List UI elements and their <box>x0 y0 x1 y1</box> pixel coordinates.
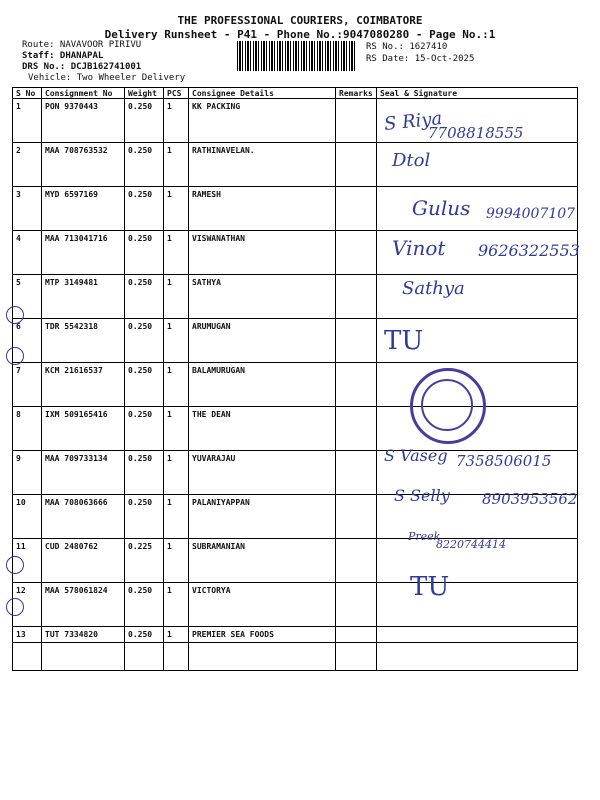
vehicle-text: Vehicle: Two Wheeler Delivery <box>28 73 186 83</box>
cell-pcs: 1 <box>164 187 189 231</box>
seal-stamp <box>410 368 486 444</box>
cell-consignment: CUD 2480762 <box>42 539 125 583</box>
cell-pcs: 1 <box>164 495 189 539</box>
cell-consignment: IXM 509165416 <box>42 407 125 451</box>
cell-pcs: 1 <box>164 319 189 363</box>
table-row <box>13 627 578 671</box>
cell-remarks <box>336 231 377 275</box>
table-row <box>13 583 578 627</box>
col-sno: S No <box>13 88 42 99</box>
table-row <box>13 363 578 407</box>
cell-consignment: TUT 7334820 <box>42 627 125 671</box>
col-remarks: Remarks <box>336 88 377 99</box>
signature-3: Gulus <box>412 196 471 220</box>
cell-pcs: 1 <box>164 539 189 583</box>
cell-weight: 0.225 <box>125 539 164 583</box>
cell-sno: 7 <box>13 363 42 407</box>
cell-sno: 11 <box>13 539 42 583</box>
cell-consignment: KCM 21616537 <box>42 363 125 407</box>
cell-weight: 0.250 <box>125 319 164 363</box>
cell-sno: 8 <box>13 407 42 451</box>
cell-consignment: MAA 708763532 <box>42 143 125 187</box>
cell-weight: 0.250 <box>125 143 164 187</box>
cell-remarks <box>336 275 377 319</box>
cell-sno: 3 <box>13 187 42 231</box>
table-row <box>13 407 578 451</box>
runsheet-subtitle: Delivery Runsheet - P41 - Phone No.:9047080280 - Page No.:1 <box>104 28 496 41</box>
runsheet-table <box>12 87 578 671</box>
rs-date: RS Date: 15-Oct-2025 <box>366 54 475 64</box>
drs-text: DRS No.: DCJB162741001 <box>22 62 142 72</box>
cell-sno: 4 <box>13 231 42 275</box>
cell-remarks <box>336 495 377 539</box>
cell-pcs: 1 <box>164 143 189 187</box>
cell-pcs: 1 <box>164 231 189 275</box>
cell-pcs: 1 <box>164 583 189 627</box>
circle-mark-13 <box>6 598 24 616</box>
cell-consignee: VICTORYA <box>189 583 336 627</box>
cell-signature <box>377 583 578 627</box>
company-title: THE PROFESSIONAL COURIERS, COIMBATORE <box>177 14 423 27</box>
cell-weight: 0.250 <box>125 275 164 319</box>
rs-number: RS No.: 1627410 <box>366 42 448 52</box>
route-text: Route: NAVAVOOR PIRIVU <box>22 40 142 50</box>
signature-10: S Selly <box>394 486 450 505</box>
cell-sno: 10 <box>13 495 42 539</box>
cell-sno: 2 <box>13 143 42 187</box>
cell-remarks <box>336 451 377 495</box>
signature-6: TU <box>384 326 424 356</box>
phone-4: 9626322553 <box>478 241 580 260</box>
cell-sno: 13 <box>13 627 42 671</box>
cell-consignee: SATHYA <box>189 275 336 319</box>
cell-consignment: MAA 578061824 <box>42 583 125 627</box>
phone-3: 9994007107 <box>486 206 576 222</box>
cell-signature <box>377 627 578 671</box>
cell-remarks <box>336 319 377 363</box>
barcode <box>237 41 355 71</box>
signature-2: Dtol <box>392 150 431 171</box>
cell-consignment: MAA 708063666 <box>42 495 125 539</box>
cell-remarks <box>336 583 377 627</box>
table-row <box>13 319 578 363</box>
cell-sno: 9 <box>13 451 42 495</box>
cell-consignee: VISWANATHAN <box>189 231 336 275</box>
cell-consignment: MAA 713041716 <box>42 231 125 275</box>
cell-weight: 0.250 <box>125 187 164 231</box>
cell-consignee: KK PACKING <box>189 99 336 143</box>
cell-weight: 0.250 <box>125 363 164 407</box>
signature-1: S Riya <box>383 108 444 135</box>
circle-mark-7 <box>6 347 24 365</box>
cell-weight: 0.250 <box>125 583 164 627</box>
cell-sno: 5 <box>13 275 42 319</box>
cell-remarks <box>336 539 377 583</box>
cell-weight: 0.250 <box>125 451 164 495</box>
cell-pcs: 1 <box>164 627 189 671</box>
cell-remarks <box>336 627 377 671</box>
col-pcs: PCS <box>164 88 189 99</box>
col-weight: Weight <box>125 88 164 99</box>
circle-mark-12 <box>6 556 24 574</box>
cell-consignee: PALANIYAPPAN <box>189 495 336 539</box>
cell-sno: 1 <box>13 99 42 143</box>
phone-9: 7358506015 <box>456 452 552 470</box>
cell-consignment: MYD 6597169 <box>42 187 125 231</box>
table-row <box>13 143 578 187</box>
col-consignee: Consignee Details <box>189 88 336 99</box>
cell-consignee: BALAMURUGAN <box>189 363 336 407</box>
phone-11: 8220744414 <box>436 538 506 551</box>
cell-consignee: YUVARAJAU <box>189 451 336 495</box>
signature-4: Vinot <box>392 236 446 260</box>
cell-consignee: THE DEAN <box>189 407 336 451</box>
cell-remarks <box>336 187 377 231</box>
cell-remarks <box>336 143 377 187</box>
phone-10: 8903953562 <box>482 490 578 508</box>
cell-consignment: TDR 5542318 <box>42 319 125 363</box>
col-signature: Seal & Signature <box>377 88 578 99</box>
cell-pcs: 1 <box>164 363 189 407</box>
cell-pcs: 1 <box>164 407 189 451</box>
cell-pcs: 1 <box>164 451 189 495</box>
cell-consignee: SUBRAMANIAN <box>189 539 336 583</box>
signature-9: S Vaseg <box>384 446 448 465</box>
cell-remarks <box>336 99 377 143</box>
cell-weight: 0.250 <box>125 495 164 539</box>
cell-pcs: 1 <box>164 99 189 143</box>
cell-consignee: RATHINAVELAN. <box>189 143 336 187</box>
table-row <box>13 275 578 319</box>
table-header-row <box>13 88 578 99</box>
cell-pcs: 1 <box>164 275 189 319</box>
cell-weight: 0.250 <box>125 627 164 671</box>
circle-mark-6 <box>6 306 24 324</box>
bottom-rule-1 <box>12 642 578 643</box>
cell-consignee: PREMIER SEA FOODS <box>189 627 336 671</box>
cell-consignee: ARUMUGAN <box>189 319 336 363</box>
cell-consignment: PON 9370443 <box>42 99 125 143</box>
bottom-rule-2 <box>12 670 578 671</box>
phone-1: 7708818555 <box>428 124 524 142</box>
staff-text: Staff: DHANAPAL <box>22 51 104 61</box>
cell-consignment: MTP 3149481 <box>42 275 125 319</box>
cell-remarks <box>336 407 377 451</box>
cell-remarks <box>336 363 377 407</box>
signature-11: Preek <box>408 530 441 543</box>
cell-sno: 12 <box>13 583 42 627</box>
signature-5: Sathya <box>402 278 465 299</box>
cell-consignment: MAA 709733134 <box>42 451 125 495</box>
cell-weight: 0.250 <box>125 407 164 451</box>
col-consignment: Consignment No <box>42 88 125 99</box>
cell-consignee: RAMESH <box>189 187 336 231</box>
cell-sno: 6 <box>13 319 42 363</box>
cell-weight: 0.250 <box>125 231 164 275</box>
signature-12: TU <box>410 572 450 602</box>
cell-weight: 0.250 <box>125 99 164 143</box>
